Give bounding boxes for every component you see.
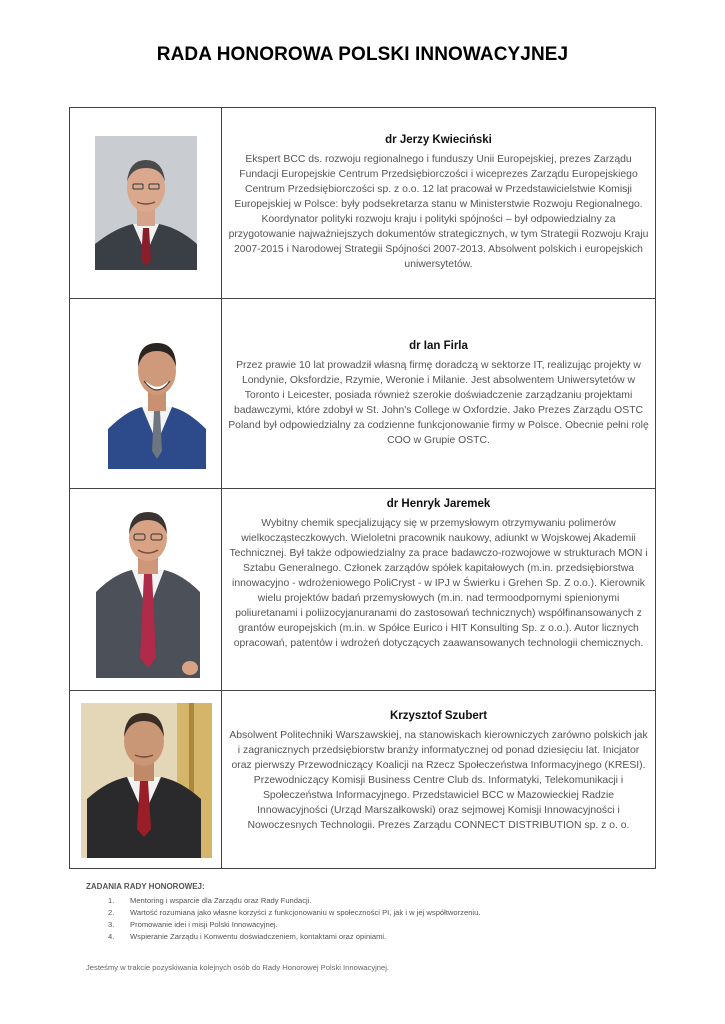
member-photo-cell <box>70 108 222 298</box>
member-photo-firla <box>108 333 206 469</box>
member-bio: Absolwent Politechniki Warszawskiej, na stanowiskach kierowniczych zarówno polskich jak i zagranicznych przedsiębiorstw branży informatycznej od ponad dziesięciu lat. Inicjator oraz pierwszy Przewodniczący Koalicji na Rzecz Społeczeństwa Informacyjnego (KRESI). Przewodniczący Komisji Business Centre Club ds. Informatyki, Telekomunikacji i Społeczeństwa Informacyjnego. Przedstawiciel BCC w Mazowieckiej Radzie Innowacyjności (Urząd Marszałkowski) oraz sejmowej Komisji Innowacyjności i Nowoczesnych Technologii. Prezes Zarządu CONNECT DISTRIBUTION sp. z o. o. <box>229 730 648 831</box>
member-text-cell <box>222 489 655 690</box>
list-item: 2. Wartość rozumiana jako własne korzyści z funkcjonowaniu w społeczności PI, jak i w jej współtworzeniu. <box>108 908 481 917</box>
member-row <box>70 489 655 691</box>
member-photo-jaremek <box>92 508 204 678</box>
tasks-list <box>86 895 480 943</box>
member-photo-cell <box>70 691 222 868</box>
member-photo-cell <box>70 299 222 488</box>
member-photo-cell <box>70 489 222 690</box>
member-bio: Przez prawie 10 lat prowadził własną firmę doradczą w sektorze IT, realizując projekty w Londynie, Oksfordzie, Rzymie, Weronie i Milanie. Jest absolwentem Uniwersytetów w Toronto i Leicester, posiada również szerokie doświadczenie zarządzaniu projektami badawczymi, które zdobył w St. John's College w Oxfordzie. Jako Prezes Zarządu OSTC Poland był odpowiedzialny za codzienne funkcjonowanie firmy w Polsce. Obecnie pełni rolę COO w Grupie OSTC. <box>228 360 649 446</box>
member-row <box>70 299 655 489</box>
member-name: Krzysztof Szubert <box>389 710 488 722</box>
member-text-cell <box>222 691 655 868</box>
member-bio: Ekspert BCC ds. rozwoju regionalnego i funduszy Unii Europejskiej, prezes Zarządu Fundacji Europejskie Centrum Przedsiębiorczości i wiceprezes Zarządu Europejskiego Centrum Przedsiębiorczości sp. z o.o. 12 lat pracował w Przedstawicielstwie Komisji Europejskiej w Polsce: były podsekretarza stanu w Ministerstwie Rozwoju Regionalnego. Koordynator polityki rozwoju kraju i polityki spójności – był odpowiedzialny za przygotowanie najważniejszych dokumentów strategicznych, w tym Strategii Rozwoju Kraju 2007-2015 i Narodowej Strategii Spójności 2007-2013. Absolwent polskich i europejskich uniwersytetów. <box>228 154 649 270</box>
tasks-heading: ZADANIA RADY HONOROWEJ: <box>86 882 205 891</box>
member-row <box>70 691 655 868</box>
honorary-board-table <box>69 107 656 869</box>
member-name: dr Jerzy Kwieciński <box>385 134 492 146</box>
member-text-cell <box>222 299 655 488</box>
list-item: 1. Mentoring i wsparcie dla Zarządu oraz Rady Fundacji. <box>108 896 312 905</box>
member-row <box>70 108 655 299</box>
list-item: 3. Promowanie idei i misji Polski Innowacyjnej. <box>108 920 278 929</box>
list-item: 4. Wspieranie Zarządu i Konwentu doświadczeniem, kontaktami oraz opiniami. <box>108 932 387 941</box>
member-name: dr Henryk Jaremek <box>386 498 491 510</box>
closing-note: Jesteśmy w trakcie pozyskiwania kolejnych osób do Rady Honorowej Polski Innowacyjnej. <box>86 963 390 972</box>
member-photo-szubert <box>81 703 212 858</box>
member-bio: Wybitny chemik specjalizujący się w przemysłowym otrzymywaniu polimerów wielkocząsteczkowych. Wieloletni pracownik naukowy, adiunkt w Wojskowej Akademii Technicznej. Był także odpowiedzialny za prace badawczo-rozwojowe w strukturach MON i Sztabu Generalnego. Członek zarządów spółek kapitałowych (m.in. przedsiębiorstwa innowacyjno - wdrożeniowego PoliCryst - w IPJ w Świerku i Grehen Sp. Z o.o.). Kierownik wielu projektów badań przemysłowych (m.in. nad termoodpornymi spienionymi poliuretanami i poliizocyjanuranami do zastosowań technicznych) współfinansowanych z grantów europejskich (m.in. w Spółce Eurico i HIT Konsulting Sp. z o.o.). Autor licznych opracowań, patentów i wdrożeń dotyczących zaawansowanych technologii chemicznych. <box>229 518 648 649</box>
page-title: RADA HONOROWA POLSKI INNOWACYJNEJ <box>156 44 569 65</box>
member-text-cell <box>222 108 655 298</box>
member-photo-kwiecinski <box>95 136 197 270</box>
member-name: dr Ian Firla <box>409 340 468 352</box>
